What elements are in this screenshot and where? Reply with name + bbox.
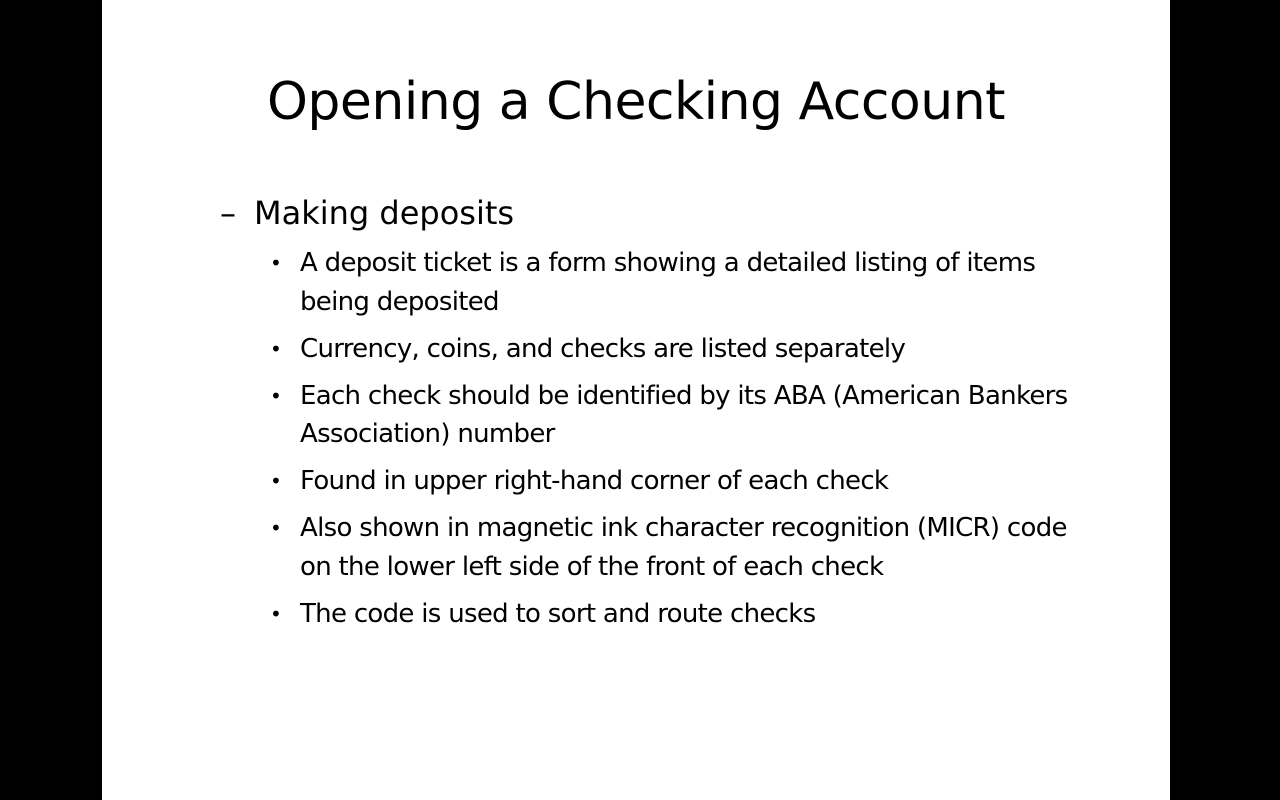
bullet-text: A deposit ticket is a form showing a detailed listing of items being deposited xyxy=(300,248,1036,317)
bullet-text: Also shown in magnetic ink character recognition (MICR) code on the lower left side of the front of each check xyxy=(300,513,1067,582)
bullet-text: Each check should be identified by its ABA (American Bankers Association) number xyxy=(300,380,1068,449)
list-item xyxy=(270,330,1100,369)
list-item xyxy=(270,509,1100,586)
bullet-icon: • xyxy=(270,469,282,493)
bullet-icon: • xyxy=(270,516,282,540)
bullet-list xyxy=(270,244,1100,642)
section-heading xyxy=(220,192,514,234)
bullet-text: The code is used to sort and route checks xyxy=(300,598,816,629)
section-heading-label: Making deposits xyxy=(254,194,515,232)
list-item xyxy=(270,462,1100,501)
bullet-text: Currency, coins, and checks are listed separately xyxy=(300,333,906,364)
dash-bullet-icon: – xyxy=(220,194,236,232)
bullet-icon: • xyxy=(270,251,282,275)
bullet-icon: • xyxy=(270,383,282,408)
list-item xyxy=(270,244,1100,321)
bullet-icon: • xyxy=(270,601,282,626)
list-item xyxy=(270,377,1100,454)
slide xyxy=(102,0,1170,800)
list-item xyxy=(270,595,1100,634)
bullet-icon: • xyxy=(270,336,282,361)
slide-title: Opening a Checking Account xyxy=(266,72,1006,132)
bullet-text: Found in upper right-hand corner of each check xyxy=(300,466,889,496)
